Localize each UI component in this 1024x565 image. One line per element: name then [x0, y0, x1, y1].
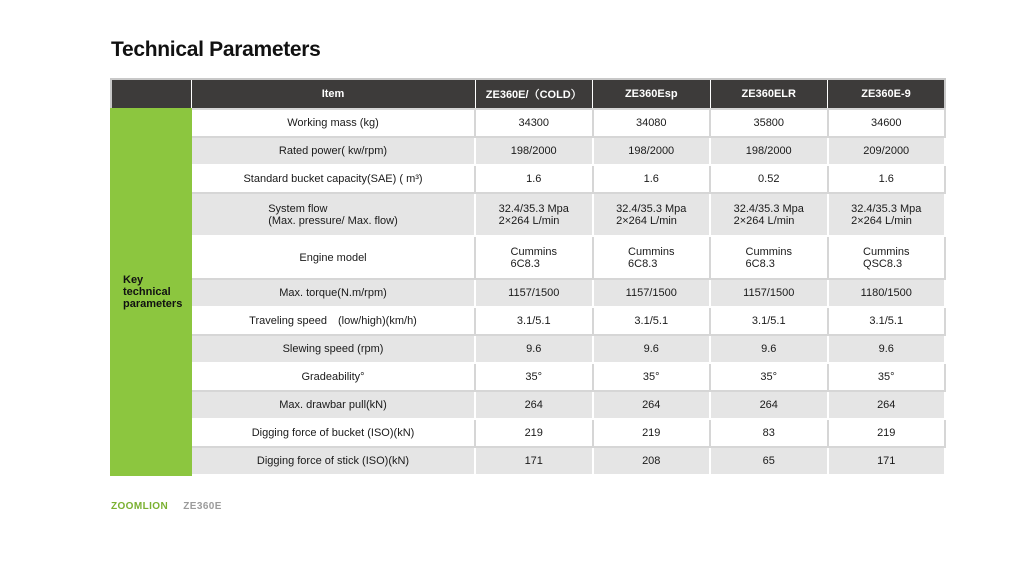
value-cell [475, 447, 593, 475]
value-cell [710, 279, 828, 307]
table-row [111, 419, 945, 447]
param-label: System flow [268, 202, 328, 215]
value-text: 171 [877, 455, 896, 467]
value-cell [475, 391, 593, 419]
value-text: 264 [877, 399, 896, 411]
group-label-cell [111, 109, 191, 475]
value-text: 3.1/5.1 [869, 315, 904, 327]
value-cell [593, 279, 711, 307]
param-label-cell [191, 419, 475, 447]
value-cell [593, 335, 711, 363]
value-cell [710, 447, 828, 475]
value-cell [828, 279, 946, 307]
value-text: 9.6 [643, 343, 659, 355]
value-cell [593, 419, 711, 447]
value-cell [710, 363, 828, 391]
value-cell [475, 279, 593, 307]
header-model: ZE360E-9 [828, 79, 946, 109]
value-cell [828, 165, 946, 193]
value-text: 34600 [870, 117, 902, 129]
param-label: Digging force of stick (ISO)(kN) [256, 455, 410, 467]
value-text: 1157/1500 [508, 287, 560, 299]
value-cell [475, 137, 593, 165]
value-cell [828, 335, 946, 363]
value-cell [593, 447, 711, 475]
value-cell [828, 137, 946, 165]
spec-table [110, 78, 946, 476]
value-cell [475, 236, 593, 279]
value-cell [828, 236, 946, 279]
value-cell [828, 193, 946, 236]
value-cell [828, 447, 946, 475]
value-cell [710, 335, 828, 363]
table-row [111, 307, 945, 335]
value-stack [628, 246, 674, 270]
param-label: Gradeability° [301, 371, 365, 383]
header-model: ZE360E/（COLD） [475, 79, 593, 109]
value-text: 35° [642, 371, 660, 383]
value-text: 83 [762, 427, 775, 439]
param-label-cell [191, 236, 475, 279]
param-label-cell [191, 335, 475, 363]
param-label-cell [191, 307, 475, 335]
param-label: Engine model [299, 251, 367, 264]
param-label-cell [191, 391, 475, 419]
value-text: 9.6 [761, 343, 777, 355]
brand-logo: ZOOMLION [111, 501, 169, 512]
table-row [111, 193, 945, 236]
value-line-sub: 6C8.3 [745, 257, 775, 270]
header-model: ZE360ELR [710, 79, 828, 109]
param-label: Working mass (kg) [287, 117, 379, 129]
value-text: 35° [525, 371, 543, 383]
value-cell [828, 307, 946, 335]
value-cell [593, 109, 711, 137]
value-text: 198/2000 [628, 145, 675, 157]
value-text: 209/2000 [863, 145, 910, 157]
value-text: 9.6 [526, 343, 542, 355]
value-line-sub: 6C8.3 [628, 257, 658, 270]
value-cell [475, 335, 593, 363]
value-text: 264 [642, 399, 661, 411]
value-text: 0.52 [758, 173, 780, 185]
value-text: 264 [524, 399, 543, 411]
table-row [111, 391, 945, 419]
value-cell [710, 236, 828, 279]
value-text: 3.1/5.1 [634, 315, 669, 327]
value-line-sub: 2×264 L/min [616, 214, 677, 227]
footer-model: ZE360E [183, 501, 222, 512]
value-text: 1180/1500 [860, 287, 912, 299]
param-label: Max. drawbar pull(kN) [279, 399, 387, 411]
value-line: Cummins [745, 245, 792, 258]
value-line: Cummins [863, 245, 910, 258]
value-text: 35° [877, 371, 895, 383]
value-text: 171 [524, 455, 543, 467]
param-label-cell [191, 165, 475, 193]
table-row [111, 109, 945, 137]
value-text: 1.6 [878, 173, 894, 185]
value-text: 35800 [753, 117, 785, 129]
table-row [111, 447, 945, 475]
value-cell [710, 193, 828, 236]
param-label-cell [191, 137, 475, 165]
group-label: Key technical parameters [123, 274, 183, 310]
footer [111, 501, 222, 512]
value-text: 219 [642, 427, 661, 439]
table-row [111, 363, 945, 391]
value-cell [828, 391, 946, 419]
value-text: 208 [642, 455, 661, 467]
value-stack [746, 246, 792, 270]
param-label-sub: (Max. pressure/ Max. flow) [268, 214, 398, 227]
param-label: Standard bucket capacity(SAE) ( m³) [243, 173, 423, 185]
value-text: 3.1/5.1 [516, 315, 551, 327]
value-stack [851, 203, 921, 227]
value-text: 34300 [518, 117, 550, 129]
value-cell [593, 165, 711, 193]
value-text: 65 [762, 455, 775, 467]
value-stack [499, 203, 569, 227]
value-cell [593, 137, 711, 165]
value-text: 219 [877, 427, 896, 439]
param-label-cell [191, 279, 475, 307]
param-label-cell [191, 363, 475, 391]
value-cell [593, 391, 711, 419]
value-cell [475, 109, 593, 137]
param-label-stack [268, 203, 398, 227]
value-text: 3.1/5.1 [751, 315, 786, 327]
param-label: Traveling speed (low/high)(km/h) [249, 315, 417, 327]
value-stack [734, 203, 804, 227]
value-cell [710, 165, 828, 193]
value-cell [710, 109, 828, 137]
value-line: 32.4/35.3 Mpa [616, 202, 687, 215]
page-title: Technical Parameters [111, 38, 321, 61]
value-cell [475, 165, 593, 193]
value-text: 1157/1500 [743, 287, 795, 299]
value-text: 198/2000 [745, 145, 792, 157]
value-cell [828, 363, 946, 391]
value-stack [863, 246, 909, 270]
value-text: 1.6 [526, 173, 542, 185]
value-line: 32.4/35.3 Mpa [498, 202, 569, 215]
value-text: 264 [759, 399, 778, 411]
value-line-sub: 2×264 L/min [851, 214, 912, 227]
value-line: 32.4/35.3 Mpa [733, 202, 804, 215]
value-line-sub: QSC8.3 [863, 257, 903, 270]
value-text: 198/2000 [510, 145, 557, 157]
param-label-cell [191, 193, 475, 236]
value-stack [511, 246, 557, 270]
value-line-sub: 2×264 L/min [498, 214, 560, 227]
value-cell [593, 236, 711, 279]
table-row [111, 279, 945, 307]
value-line-sub: 2×264 L/min [733, 214, 795, 227]
param-label-cell [191, 447, 475, 475]
value-cell [475, 307, 593, 335]
value-cell [475, 363, 593, 391]
param-label: Digging force of bucket (ISO)(kN) [251, 427, 415, 439]
value-line: 32.4/35.3 Mpa [851, 202, 922, 215]
param-label-cell [191, 109, 475, 137]
table-row [111, 137, 945, 165]
value-line-sub: 6C8.3 [510, 257, 540, 270]
header-model: ZE360Esp [593, 79, 711, 109]
value-cell [475, 419, 593, 447]
value-cell [710, 391, 828, 419]
value-line: Cummins [510, 245, 557, 258]
value-cell [710, 307, 828, 335]
header-item: Item [191, 79, 475, 109]
value-text: 1157/1500 [625, 287, 677, 299]
value-text: 219 [524, 427, 543, 439]
value-text: 35° [760, 371, 778, 383]
value-line: Cummins [628, 245, 675, 258]
value-text: 9.6 [878, 343, 894, 355]
value-cell [593, 307, 711, 335]
value-cell [710, 419, 828, 447]
value-cell [828, 109, 946, 137]
value-cell [593, 363, 711, 391]
param-label: Rated power( kw/rpm) [278, 145, 388, 157]
value-text: 34080 [635, 117, 667, 129]
table-row [111, 335, 945, 363]
param-label: Max. torque(N.m/rpm) [279, 287, 387, 299]
value-cell [710, 137, 828, 165]
header-row [111, 79, 945, 109]
table-row [111, 165, 945, 193]
table-row [111, 236, 945, 279]
value-cell [828, 419, 946, 447]
value-stack [616, 203, 686, 227]
param-label: Slewing speed (rpm) [282, 343, 384, 355]
header-corner [111, 79, 191, 109]
value-cell [593, 193, 711, 236]
value-text: 1.6 [643, 173, 659, 185]
value-cell [475, 193, 593, 236]
